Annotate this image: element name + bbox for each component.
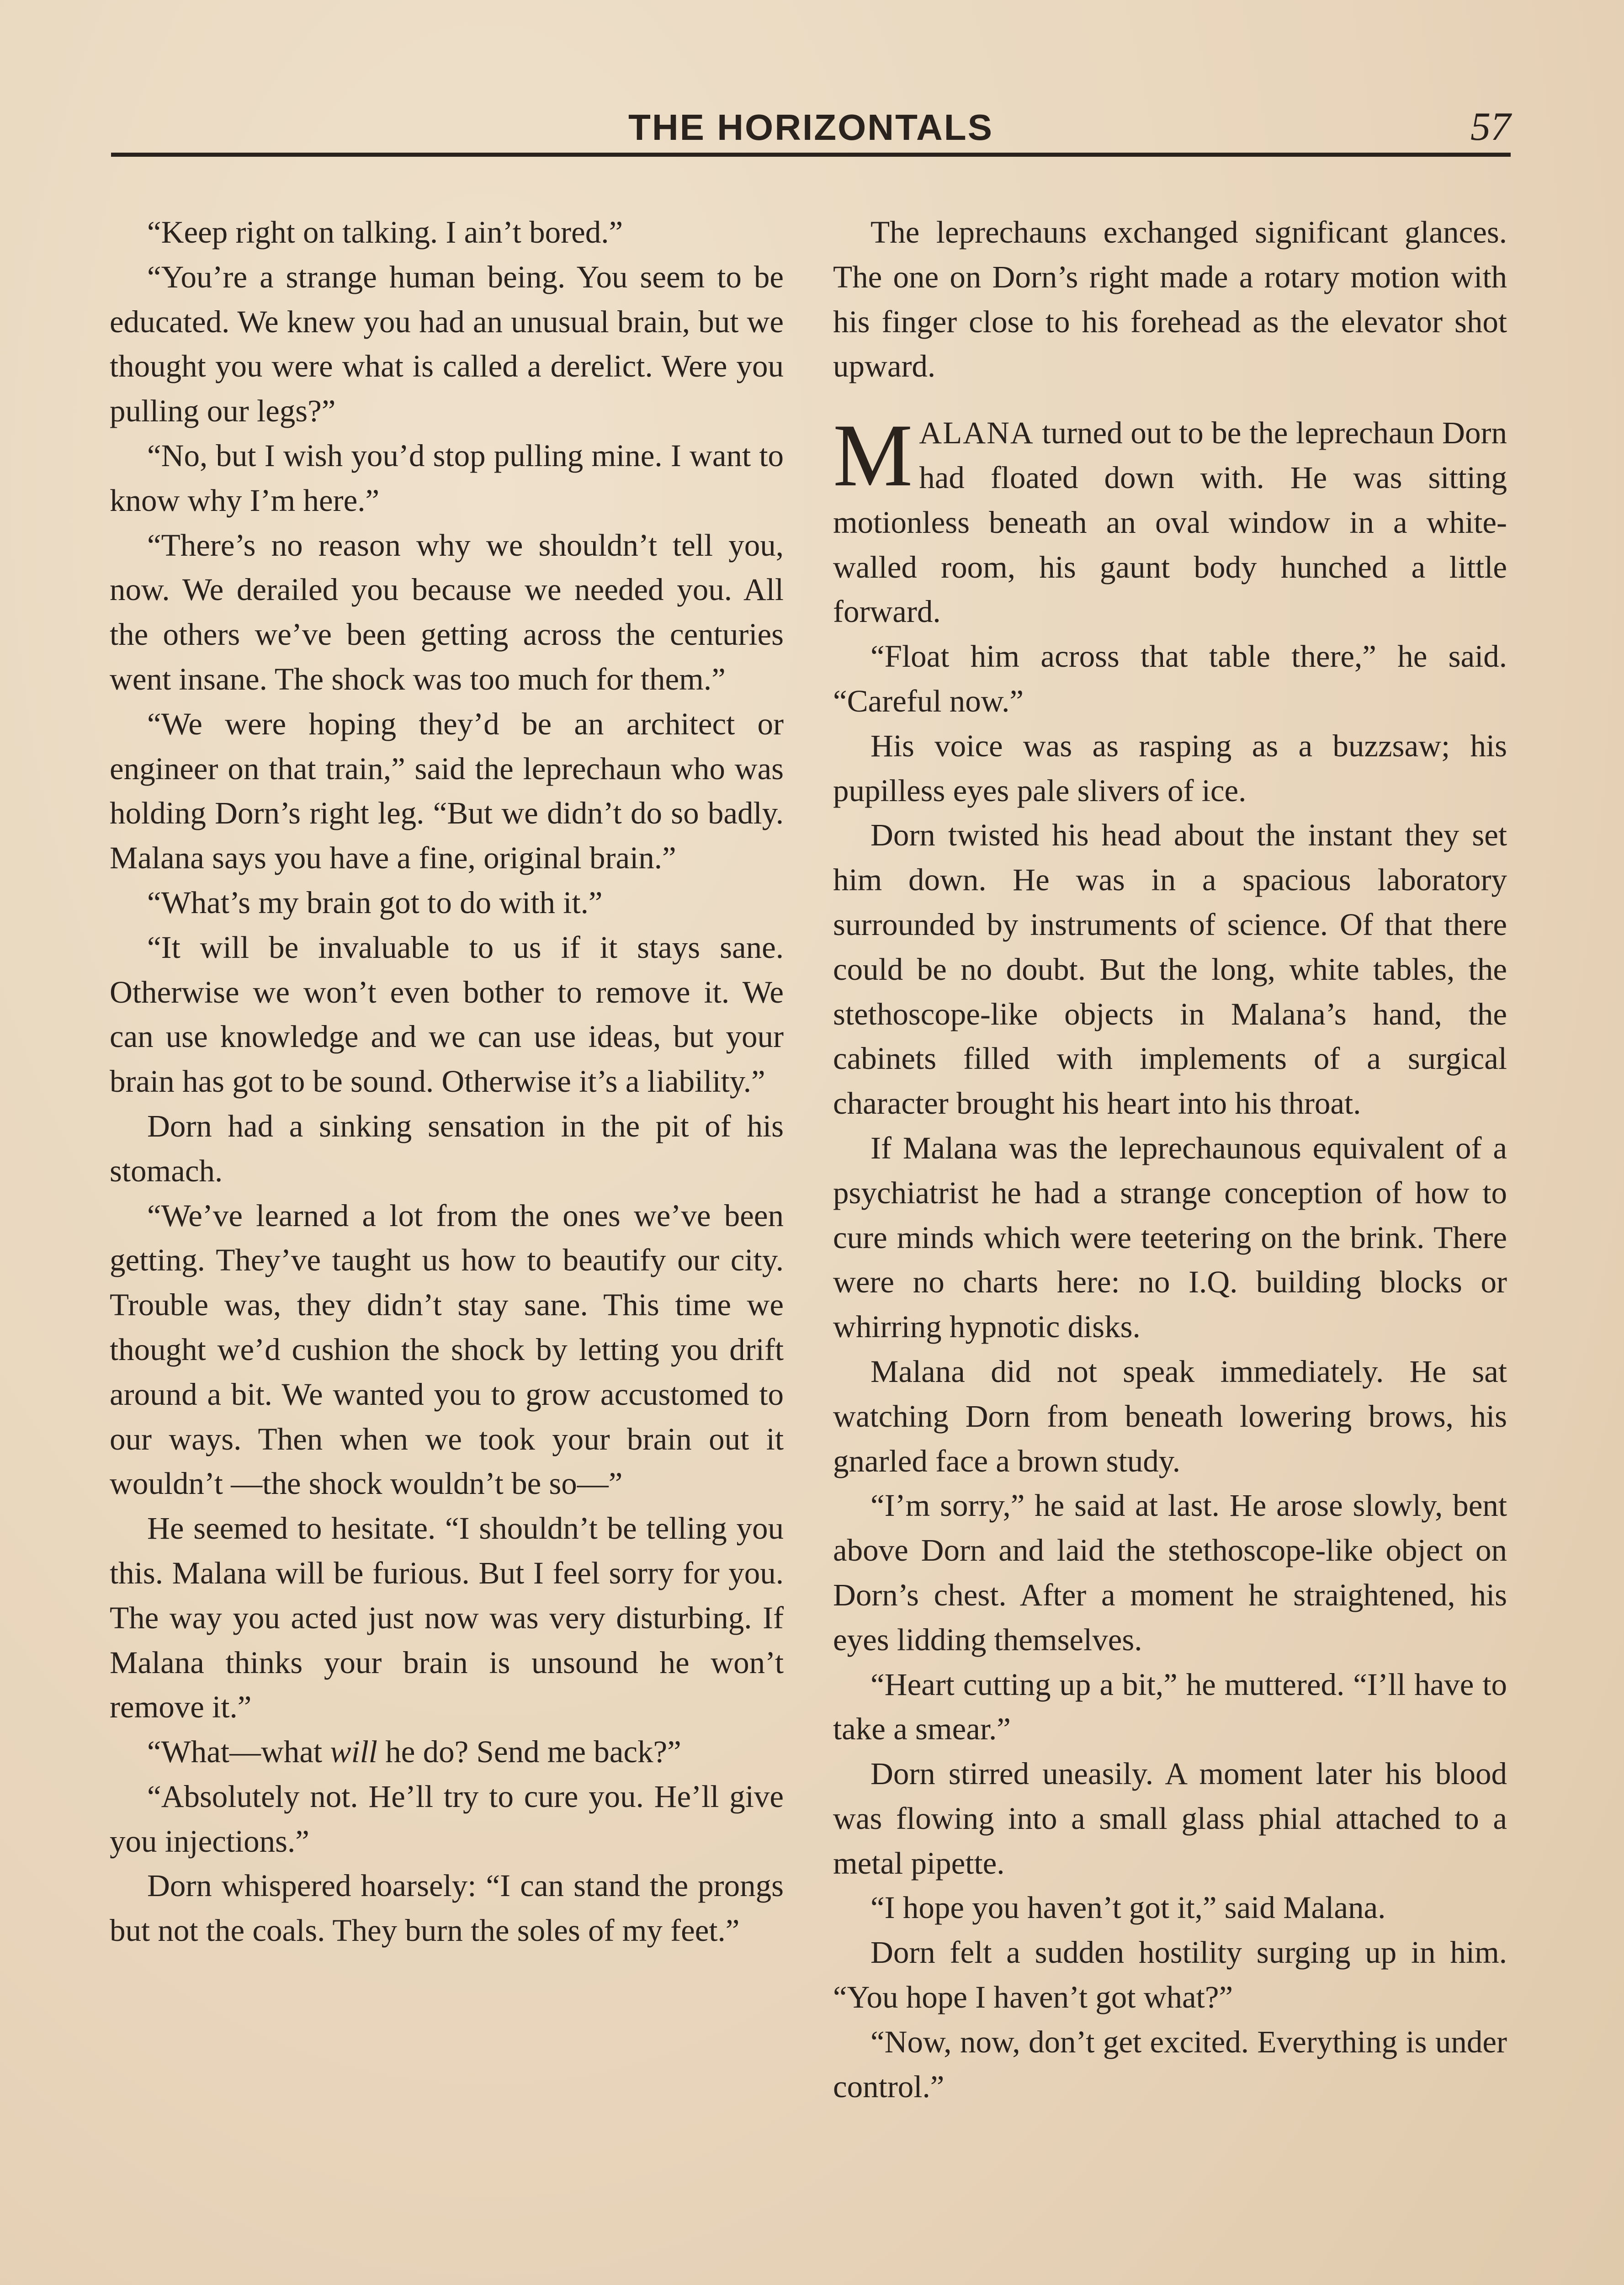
paragraph: If Malana was the leprechaunous equivalent of a psychiatrist he had a strange conception of how to cure minds which were teetering on the brink. There were no charts here: no I.Q. building blocks or whirring hypnotic disks. bbox=[833, 1130, 1507, 1344]
paragraph: Dorn stirred uneasily. A moment later his blood was flowing into a small glass phial attached to a metal pipette. bbox=[833, 1756, 1507, 1881]
paragraph-text: “What—what bbox=[147, 1734, 330, 1770]
paragraph: Dorn whispered hoarsely: “I can stand the prongs but not the coals. They burn the soles of my feet.” bbox=[110, 1868, 784, 1948]
paragraph: “There’s no reason why we shouldn’t tell you, now. We derailed you because we needed you. All the others we’ve been getting across the centuries went insane. The shock was too much for them.” bbox=[110, 527, 784, 696]
paragraph: “Float him across that table there,” he said. “Careful now.” bbox=[833, 639, 1507, 718]
section-opening-paragraph bbox=[833, 406, 1507, 634]
paragraph: “You’re a strange human being. You seem to be educated. We knew you had an unusual brain, but we thought you were what is called a derelict. Were you pulling our legs?” bbox=[110, 259, 784, 429]
paragraph-text: he do? Send me back?” bbox=[377, 1734, 681, 1770]
small-caps-lead: ALANA bbox=[919, 415, 1034, 451]
emphasized-word: will bbox=[330, 1734, 377, 1770]
paragraph-text: turned out to be the leprechaun Dorn had floated down with. He was sitting motionless beneath an oval window in a white-walled room, his gaunt body hunched a little forward. bbox=[833, 415, 1507, 629]
page-number: 57 bbox=[1470, 105, 1511, 149]
paragraph: “We’ve learned a lot from the ones we’ve been getting. They’ve taught us how to beautify our city. Trouble was, they didn’t stay sane. This time we thought we’d cushion the shock by letting you drift around a bit. We wanted you to grow accustomed to our ways. Then when we took your brain out it wouldn’t —the shock wouldn’t be so—” bbox=[110, 1198, 784, 1501]
paragraph-with-emphasis bbox=[110, 1730, 784, 1775]
paragraph: The leprechauns exchanged significant glances. The one on Dorn’s right made a rotary motion with his finger close to his forehead as the elevator shot upward. bbox=[833, 215, 1507, 384]
paragraph: “I hope you haven’t got it,” said Malana. bbox=[870, 1890, 1386, 1925]
page-header bbox=[111, 96, 1511, 155]
paragraph: “What’s my brain got to do with it.” bbox=[147, 885, 603, 920]
paragraph: Dorn had a sinking sensation in the pit of his stomach. bbox=[110, 1108, 784, 1188]
paragraph: “It will be invaluable to us if it stays sane. Otherwise we won’t even bother to remove it. We can use knowledge and we can use ideas, but your brain has got to be sound. Otherwise it’s a liability.” bbox=[110, 930, 784, 1099]
paragraph: “No, but I wish you’d stop pulling mine. I want to know why I’m here.” bbox=[110, 438, 784, 518]
running-title: THE HORIZONTALS bbox=[628, 107, 994, 148]
right-column bbox=[833, 210, 1507, 2285]
paragraph: “We were hoping they’d be an architect or engineer on that train,” said the leprechaun who was holding Dorn’s right leg. “But we didn’t do so badly. Malana says you have a fine, original brain.” bbox=[110, 706, 784, 876]
paragraph: “Now, now, don’t get excited. Everything is under control.” bbox=[833, 2024, 1507, 2104]
paragraph: His voice was as rasping as a buzzsaw; his pupilless eyes pale slivers of ice. bbox=[833, 728, 1507, 808]
paragraph: “Keep right on talking. I ain’t bored.” bbox=[147, 215, 623, 250]
left-column bbox=[110, 210, 784, 2285]
paragraph: Dorn felt a sudden hostility surging up in him. “You hope I haven’t got what?” bbox=[833, 1935, 1507, 2015]
paragraph: “Absolutely not. He’ll try to cure you. He’ll give you injections.” bbox=[110, 1779, 784, 1859]
paragraph: He seemed to hesitate. “I shouldn’t be telling you this. Malana will be furious. But I feel sorry for you. The way you acted just now was very disturbing. If Malana thinks your brain is unsound he won’t remove it.” bbox=[110, 1511, 784, 1725]
header-rule bbox=[111, 153, 1511, 157]
paragraph: Dorn twisted his head about the instant they set him down. He was in a spacious laboratory surrounded by instruments of science. Of that there could be no doubt. But the long, white tables, the stethoscope-like objects in Malana’s hand, the cabinets filled with implements of a surgical character brought his heart into his throat. bbox=[833, 818, 1507, 1121]
paragraph: “Heart cutting up a bit,” he muttered. “I’ll have to take a smear.” bbox=[833, 1667, 1507, 1747]
paragraph: “I’m sorry,” he said at last. He arose slowly, bent above Dorn and laid the stethoscope-like object on Dorn’s chest. After a moment he straightened, his eyes lidding themselves. bbox=[833, 1488, 1507, 1657]
paragraph: Malana did not speak immediately. He sat watching Dorn from beneath lowering brows, his gnarled face a brown study. bbox=[833, 1354, 1507, 1478]
drop-cap: M bbox=[833, 406, 913, 505]
